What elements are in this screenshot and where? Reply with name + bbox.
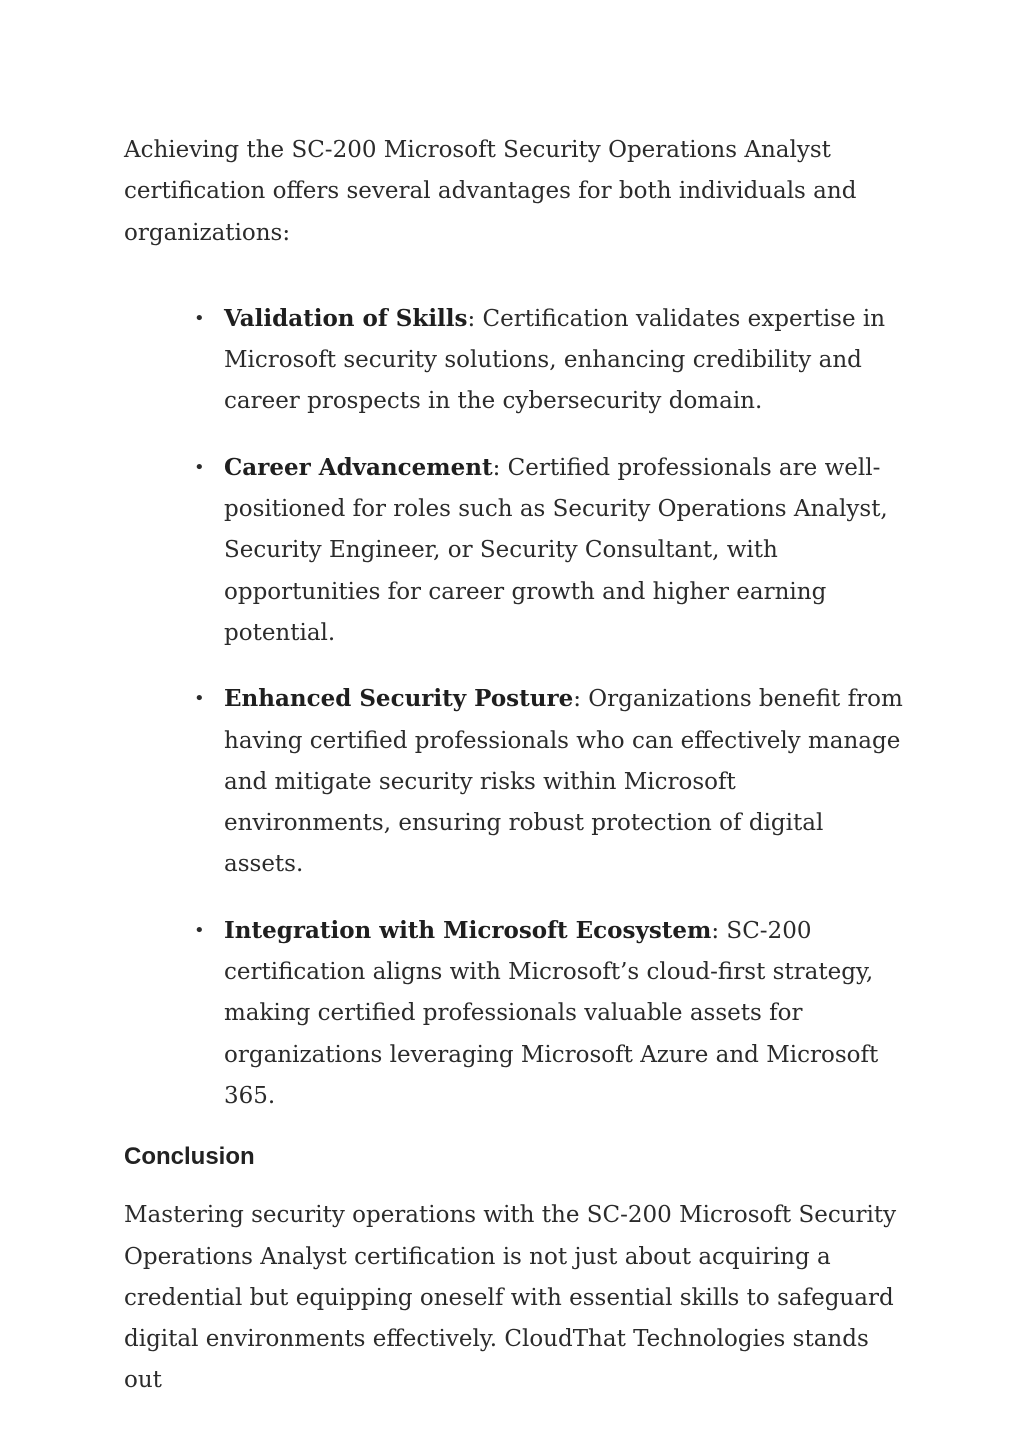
benefit-text: : Organizations benefit from having certified professionals who can effectively manage and mitigate security risks within Microsoft environments, ensuring robust protection of digital assets. xyxy=(224,686,903,878)
intro-paragraph: Achieving the SC-200 Microsoft Security Operations Analyst certification offers several advantages for both individuals and organizations: xyxy=(124,137,857,246)
document-page xyxy=(124,130,904,1402)
benefit-title: Enhanced Security Posture xyxy=(224,685,574,713)
list-item xyxy=(224,678,904,885)
benefit-title: Career Advancement xyxy=(224,453,493,481)
list-item xyxy=(224,298,904,423)
benefit-text: : SC-200 certification aligns with Microsoft’s cloud-first strategy, making certified professionals valuable assets for organizations leveraging Microsoft Azure and Microsoft 365. xyxy=(224,917,879,1109)
list-item xyxy=(224,447,904,654)
list-item xyxy=(224,910,904,1117)
benefit-title: Validation of Skills xyxy=(224,304,468,332)
benefits-list xyxy=(124,298,904,1117)
benefit-text: : Certification validates expertise in Microsoft security solutions, enhancing credibility and career prospects in the cybersecurity domain. xyxy=(224,305,886,415)
benefit-text: : Certified professionals are well-positioned for roles such as Security Operations Analyst, Security Engineer, or Security Consultant, with opportunities for career growth and higher earning potential. xyxy=(224,454,888,646)
benefit-title: Integration with Microsoft Ecosystem xyxy=(224,916,712,944)
conclusion-paragraph: Mastering security operations with the SC-200 Microsoft Security Operations Analyst certification is not just about acquiring a credential but equipping oneself with essential skills to safeguard digital environments effectively. CloudThat Technologies stands out xyxy=(124,1202,897,1394)
conclusion-heading: Conclusion xyxy=(124,1143,255,1171)
